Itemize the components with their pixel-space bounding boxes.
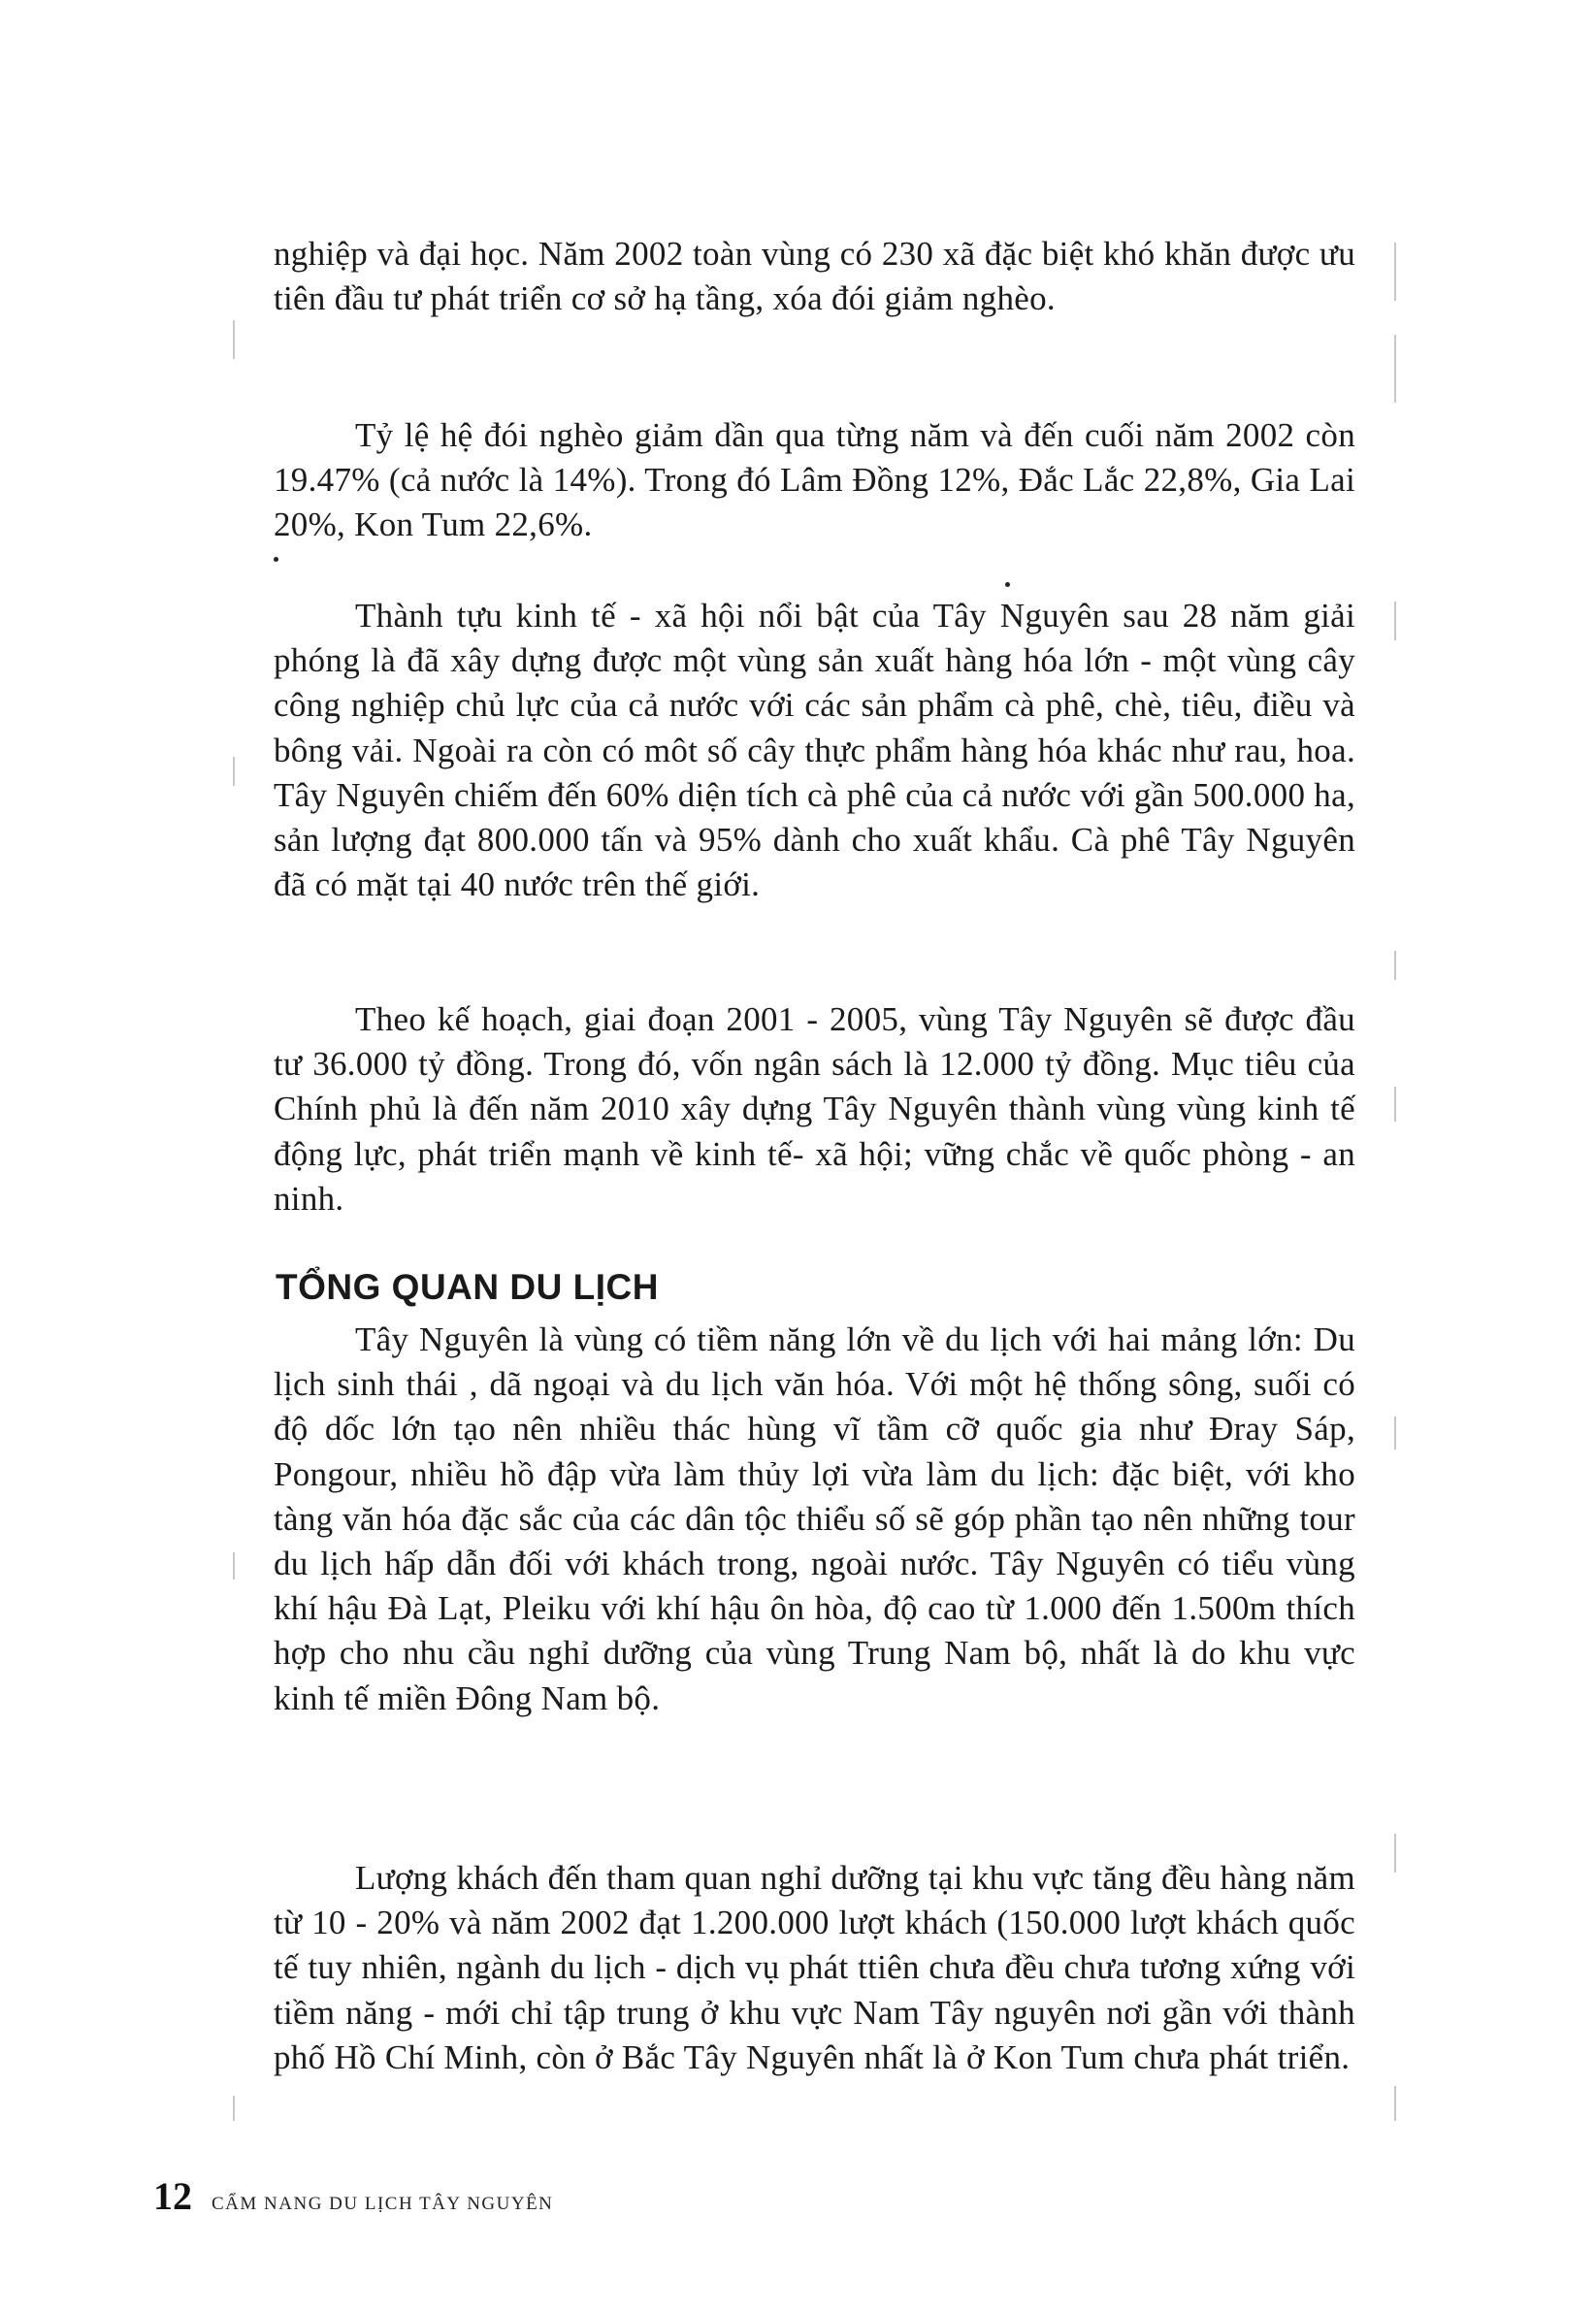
scan-mark-right-2 <box>1394 335 1396 403</box>
paragraph-1 <box>274 232 1355 321</box>
page-footer <box>153 2173 553 2219</box>
scan-mark-left-2 <box>233 757 235 786</box>
paragraph-3 <box>274 594 1355 907</box>
paragraph-3-text: Thành tựu kinh tế - xã hội nổi bật của Tây Nguyên sau 28 năm giải phóng là đã xây dựng được một vùng sản xuất hàng hóa lớn - một vùng cây công nghiệp chủ lực của cả nước với các sản phẩm cà phê, chè, tiêu, điều và bông vải. Ngoài ra còn có môt số cây thực phẩm hàng hóa khác như rau, hoa. Tây Nguyên chiếm đến 60% diện tích cà phê của cả nước với gần 500.000 ha, sản lượng đạt 800.000 tấn và 95% dành cho xuất khẩu. Cà phê Tây Nguyên đã có mặt tại 40 nước trên thế giới. <box>274 597 1355 904</box>
scan-mark-right-3 <box>1394 602 1396 640</box>
paragraph-6 <box>274 1856 1355 2080</box>
scan-mark-right-8 <box>1394 2086 1396 2121</box>
paragraph-2 <box>274 413 1355 548</box>
paragraph-4-text: Theo kế hoạch, giai đoạn 2001 - 2005, vùng Tây Nguyên sẽ được đầu tư 36.000 tỷ đồng. Trong đó, vốn ngân sách là 12.000 tỷ đồng. Mục tiêu của Chính phủ là đến năm 2010 xây dựng Tây Nguyên thành vùng vùng kinh tế động lực, phát triển mạnh về kinh tế- xã hội; vững chắc về quốc phòng - an ninh. <box>274 1000 1355 1218</box>
paragraph-5 <box>274 1318 1355 1721</box>
scan-mark-left-4 <box>233 2096 235 2121</box>
paragraph-6-text: Lượng khách đến tham quan nghỉ dưỡng tại khu vực tăng đều hàng năm từ 10 - 20% và năm 2002 đạt 1.200.000 lượt khách (150.000 lượt khách quốc tế tuy nhiên, ngành du lịch - dịch vụ phát ttiên chưa đều chưa tương xứng với tiềm năng - mới chỉ tập trung ở khu vực Nam Tây nguyên nơi gần với thành phố Hồ Chí Minh, còn ở Bắc Tây Nguyên nhất là ở Kon Tum chưa phát triển. <box>274 1859 1355 2076</box>
section-heading: TỔNG QUAN DU LỊCH <box>276 1267 659 1307</box>
scan-mark-right-7 <box>1394 1834 1396 1873</box>
scan-mark-right-6 <box>1394 1417 1396 1450</box>
page-number: 12 <box>153 2174 192 2218</box>
scan-mark-right-4 <box>1394 951 1396 980</box>
scan-mark-left-3 <box>233 1552 235 1580</box>
running-title: CẨM NANG DU LỊCH TÂY NGUYÊN <box>212 2194 554 2214</box>
scan-speck-2 <box>1005 582 1010 587</box>
scan-speck-1 <box>274 557 278 562</box>
paragraph-5-text: Tây Nguyên là vùng có tiềm năng lớn về du lịch với hai mảng lớn: Du lịch sinh thái , dã ngoại và du lịch văn hóa. Với một hệ thống sông, suối có độ dốc lớn tạo nên nhiều thác hùng vĩ tầm cỡ quốc gia như Đray Sáp, Pongour, nhiều hồ đập vừa làm thủy lợi vừa làm du lịch: đặc biệt, với kho tàng văn hóa đặc sắc của các dân tộc thiểu số sẽ góp phần tạo nên những tour du lịch hấp dẫn đối với khách trong, ngoài nước. Tây Nguyên có tiểu vùng khí hậu Đà Lạt, Pleiku với khí hậu ôn hòa, độ cao từ 1.000 đến 1.500m thích hợp cho nhu cầu nghỉ dưỡng của vùng Trung Nam bộ, nhất là do khu vực kinh tế miền Đông Nam bộ. <box>274 1320 1355 1717</box>
scan-mark-left-1 <box>233 320 235 359</box>
scan-mark-right-1 <box>1394 243 1396 301</box>
paragraph-4 <box>274 997 1355 1222</box>
paragraph-1-text: nghiệp và đại học. Năm 2002 toàn vùng có 230 xã đặc biệt khó khăn được ưu tiên đầu tư phát triển cơ sở hạ tầng, xóa đói giảm nghèo. <box>274 235 1355 318</box>
scan-mark-right-5 <box>1394 1087 1396 1122</box>
paragraph-2-text: Tỷ lệ hệ đói nghèo giảm dần qua từng năm và đến cuối năm 2002 còn 19.47% (cả nước là 14%). Trong đó Lâm Đồng 12%, Đắc Lắc 22,8%, Gia Lai 20%, Kon Tum 22,6%. <box>274 416 1355 544</box>
